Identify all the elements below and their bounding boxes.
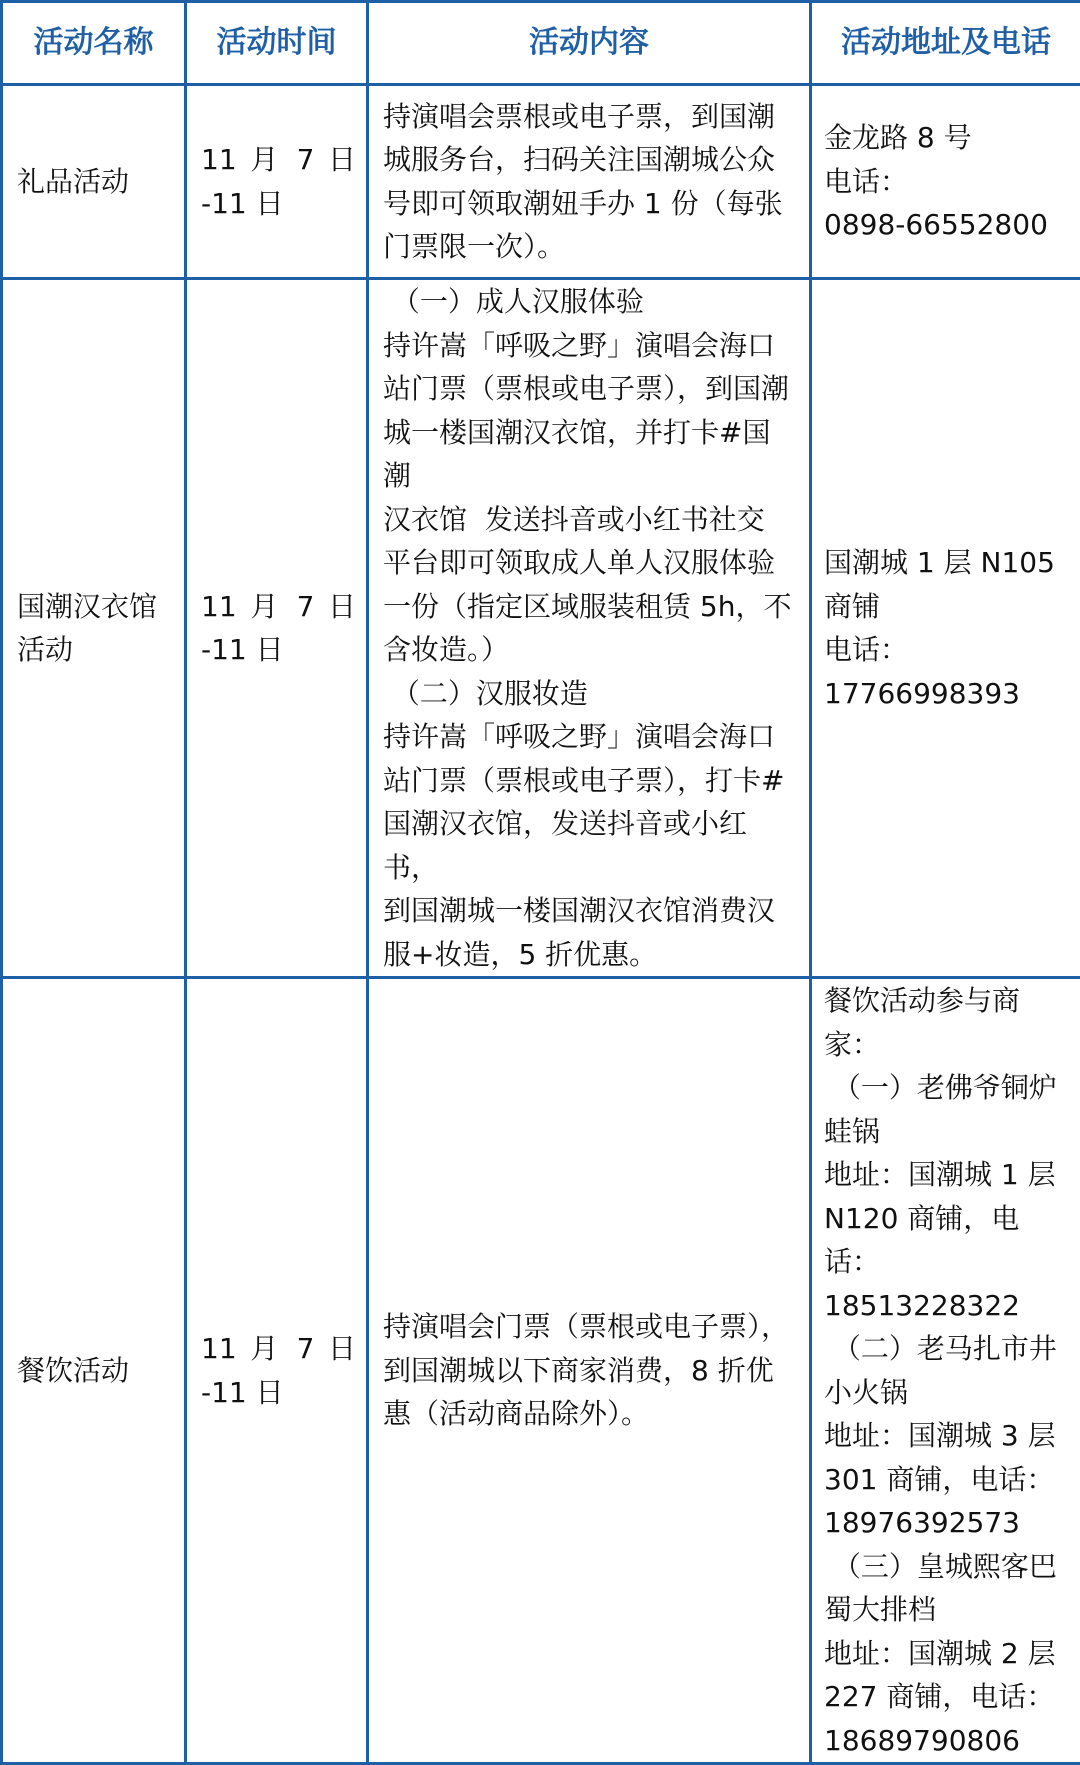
- phone-number: 18689790806: [824, 1719, 1070, 1763]
- table-header-row: [2, 2, 1080, 85]
- content-line: 含妆造。）: [383, 628, 795, 672]
- activity-content-cell: [368, 279, 811, 978]
- activity-time-cell: [186, 279, 368, 978]
- content-line: 持演唱会门票（票根或电子票），: [383, 1305, 795, 1349]
- address-line: 小火锅: [824, 1371, 1070, 1415]
- table-row: [2, 978, 1080, 1764]
- content-line: 国潮汉衣馆，发送抖音或小红书，: [383, 802, 795, 889]
- phone-number: 0898-66552800: [824, 203, 1070, 247]
- activity-name-text: 活动: [17, 628, 172, 672]
- activity-time-line: 11 月 7 日: [201, 1327, 356, 1371]
- activity-name-text: 国潮汉衣馆: [17, 585, 172, 629]
- header-activity-name: 活动名称: [2, 2, 186, 85]
- address-line: N120 商铺，电话：: [824, 1197, 1070, 1284]
- content-line: 站门票（票根或电子票），到国潮: [383, 367, 795, 411]
- content-line: 服+妆造，5 折优惠。: [383, 933, 795, 977]
- activity-name-cell: [2, 85, 186, 279]
- phone-number: 17766998393: [824, 672, 1070, 716]
- address-line: 金龙路 8 号: [824, 116, 1070, 160]
- activity-name-text: 餐饮活动: [17, 1349, 172, 1393]
- activity-address-cell: [811, 279, 1080, 978]
- content-line: （一）成人汉服体验: [383, 280, 795, 324]
- address-line: 国潮城 1 层 N105: [824, 541, 1070, 585]
- activity-content-cell: [368, 978, 811, 1764]
- content-line: 汉衣馆 发送抖音或小红书社交: [383, 498, 795, 542]
- table-row: [2, 279, 1080, 978]
- address-line: 蛙锅: [824, 1110, 1070, 1154]
- content-line: 站门票（票根或电子票），打卡#: [383, 759, 795, 803]
- content-line: 持演唱会票根或电子票，到国潮: [383, 95, 795, 139]
- phone-number: 18513228322: [824, 1284, 1070, 1328]
- table-row: [2, 85, 1080, 279]
- activity-time-line: -11 日: [201, 628, 356, 672]
- header-activity-content: 活动内容: [368, 2, 811, 85]
- content-line: （二）汉服妆造: [383, 672, 795, 716]
- address-line: 地址：国潮城 1 层: [824, 1153, 1070, 1197]
- activity-content-cell: [368, 85, 811, 279]
- activity-time-line: -11 日: [201, 182, 356, 226]
- activity-time-line: 11 月 7 日: [201, 585, 356, 629]
- address-line: 家：: [824, 1023, 1070, 1067]
- address-line: 餐饮活动参与商: [824, 979, 1070, 1023]
- content-line: 城一楼国潮汉衣馆，并打卡#国潮: [383, 411, 795, 498]
- address-line: 商铺: [824, 585, 1070, 629]
- activity-address-cell: [811, 85, 1080, 279]
- activity-time-cell: [186, 85, 368, 279]
- activity-time-line: 11 月 7 日: [201, 138, 356, 182]
- content-line: 到国潮城以下商家消费，8 折优: [383, 1349, 795, 1393]
- activity-name-text: 礼品活动: [17, 160, 172, 204]
- activity-name-cell: [2, 978, 186, 1764]
- address-line: 蜀大排档: [824, 1588, 1070, 1632]
- header-activity-address: 活动地址及电话: [811, 2, 1080, 85]
- content-line: 惠（活动商品除外）。: [383, 1392, 795, 1436]
- content-line: 到国潮城一楼国潮汉衣馆消费汉: [383, 889, 795, 933]
- content-line: 一份（指定区域服装租赁 5h，不: [383, 585, 795, 629]
- address-line: 地址：国潮城 2 层: [824, 1632, 1070, 1676]
- address-line: （三）皇城熙客巴: [824, 1545, 1070, 1589]
- activity-address-cell: [811, 978, 1080, 1764]
- address-line: （二）老马扎市井: [824, 1327, 1070, 1371]
- header-activity-time: 活动时间: [186, 2, 368, 85]
- content-line: 门票限一次）。: [383, 225, 795, 269]
- activity-time-cell: [186, 978, 368, 1764]
- activity-time-line: -11 日: [201, 1371, 356, 1415]
- content-line: 持许嵩「呼吸之野」演唱会海口: [383, 324, 795, 368]
- address-line: 227 商铺，电话：: [824, 1675, 1070, 1719]
- address-line: 电话：: [824, 160, 1070, 204]
- address-line: 电话：: [824, 628, 1070, 672]
- content-line: 持许嵩「呼吸之野」演唱会海口: [383, 715, 795, 759]
- content-line: 平台即可领取成人单人汉服体验: [383, 541, 795, 585]
- content-line: 号即可领取潮妞手办 1 份（每张: [383, 182, 795, 226]
- address-line: 301 商铺，电话：: [824, 1458, 1070, 1502]
- content-line: 城服务台，扫码关注国潮城公众: [383, 138, 795, 182]
- phone-number: 18976392573: [824, 1501, 1070, 1545]
- address-line: （一）老佛爷铜炉: [824, 1066, 1070, 1110]
- address-line: 地址：国潮城 3 层: [824, 1414, 1070, 1458]
- activity-name-cell: [2, 279, 186, 978]
